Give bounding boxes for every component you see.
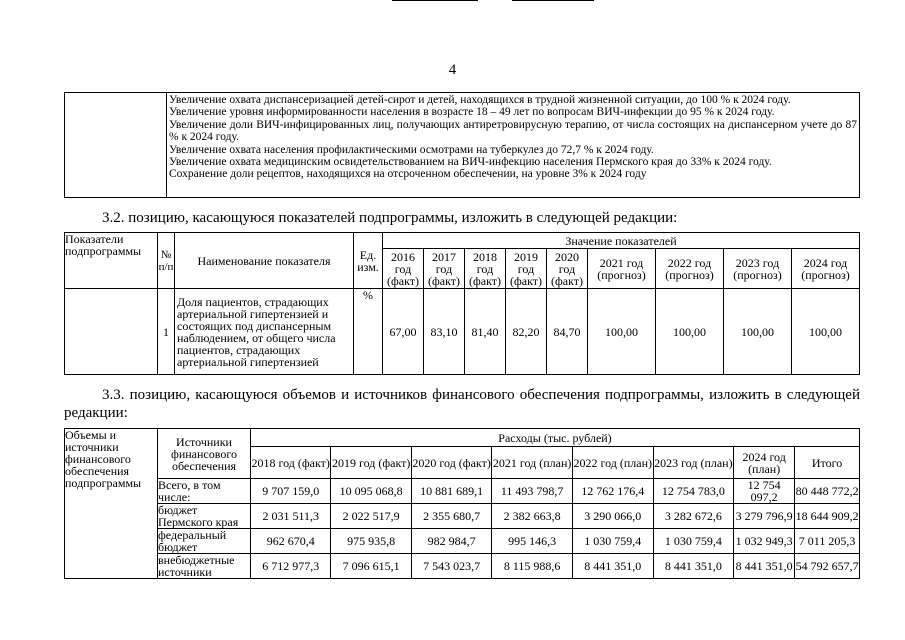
goals-left-cell: [65, 93, 167, 198]
finance-year-header: 2018 год (факт): [251, 447, 331, 479]
name-header-cell: Наименование показателя: [175, 233, 354, 289]
finance-value: 8 441 351,0: [734, 554, 795, 579]
indicator-value: 83,10: [424, 289, 465, 375]
expenses-header-cell: Расходы (тыс. рублей): [251, 429, 860, 447]
year-header-cell: 2024 год (прогноз): [792, 249, 860, 289]
finance-value: 3 282 672,6: [653, 504, 734, 529]
finance-value: 11 493 798,7: [492, 479, 573, 504]
finance-year-header: 2022 год (план): [572, 447, 653, 479]
finance-value: 18 644 909,2: [795, 504, 860, 529]
page-number: 4: [448, 62, 457, 78]
finance-value: 2 022 517,9: [331, 504, 411, 529]
section-3-2-heading: 3.2. позицию, касающуюся показателей подпрограммы, изложить в следующей редакции:: [102, 210, 678, 226]
finance-value: 9 707 159,0: [251, 479, 331, 504]
year-header-cell: 2020 год (факт): [547, 249, 588, 289]
section-3-3-heading: 3.3. позицию, касающуюся объемов и источников финансового обеспечения подпрограммы, изложить в следующей редакции:: [64, 387, 860, 421]
finance-value: 12 754 097,2: [734, 479, 795, 504]
finance-value: 1 030 759,4: [653, 529, 734, 554]
finance-value: 10 881 689,1: [411, 479, 491, 504]
finance-value: 10 095 068,8: [331, 479, 411, 504]
year-header-cell: 2019 год (факт): [506, 249, 547, 289]
finance-value: 3 290 066,0: [572, 504, 653, 529]
finance-year-header: 2024 год (план): [734, 447, 795, 479]
finance-year-header: 2021 год (план): [492, 447, 573, 479]
finance-value: 7 543 023,7: [411, 554, 491, 579]
finance-year-header: 2023 год (план): [653, 447, 734, 479]
row-number: 1: [158, 289, 175, 375]
indicator-name: Доля пациентов, страдающих артериальной гипертензией и состоящих под диспансерным наблюдением, от общего числа пациентов, страдающих артериальной гипертензией: [175, 289, 354, 375]
goal-item: Увеличение охвата населения профилактическими осмотрами на туберкулез до 72,7 % к 2024 году.: [169, 143, 654, 156]
indicator-value: 100,00: [792, 289, 860, 375]
goal-item: Сохранение доли рецептов, находящихся на отсроченном обеспечении, на уровне 3% к 2024 году: [169, 168, 647, 181]
indicator-value: 100,00: [656, 289, 724, 375]
finance-value: 8 441 351,0: [653, 554, 734, 579]
year-header-cell: 2018 год (факт): [465, 249, 506, 289]
indicators-empty-cell: [65, 289, 158, 375]
indicators-table: [64, 232, 860, 375]
indicators-header-cell: Показатели подпрограммы: [65, 233, 158, 289]
finance-value: 6 712 977,3: [251, 554, 331, 579]
values-header-cell: Значение показателей: [383, 233, 860, 249]
unit-header-cell: Ед. изм.: [354, 233, 383, 289]
indicator-value: 82,20: [506, 289, 547, 375]
finance-value: 8 115 988,6: [492, 554, 573, 579]
goal-item: Увеличение уровня информированности населения в возрасте 18 – 49 лет по вопросам ВИЧ-инфекции до 95 % к 2024 году.: [169, 106, 775, 119]
top-rule-right: [512, 0, 594, 1]
finance-value: 2 382 663,8: [492, 504, 573, 529]
finance-value: 80 448 772,2: [795, 479, 860, 504]
goal-item: Увеличение охвата медицинским освидетельствованием на ВИЧ-инфекцию населения Пермского края до 33% к 2024 году.: [169, 156, 772, 169]
finance-value: 8 441 351,0: [572, 554, 653, 579]
top-rule-left: [392, 0, 478, 1]
year-header-cell: 2021 год (прогноз): [588, 249, 656, 289]
finance-value: 2 355 680,7: [411, 504, 491, 529]
finance-year-header: 2019 год (факт): [331, 447, 411, 479]
finance-source-label: Всего, в том числе:: [158, 479, 251, 504]
indicator-value: 67,00: [383, 289, 424, 375]
year-header-cell: 2022 год (прогноз): [656, 249, 724, 289]
year-header-cell: 2017 год (факт): [424, 249, 465, 289]
indicator-value: 81,40: [465, 289, 506, 375]
goal-item: Увеличение охвата диспансеризацией детей-сирот и детей, находящихся в трудной жизненной ситуации, до 100 % к 2024 году.: [169, 94, 791, 106]
finance-value: 7 011 205,3: [795, 529, 860, 554]
indicator-value: 100,00: [724, 289, 792, 375]
finance-value: 975 935,8: [331, 529, 411, 554]
finance-value: 7 096 615,1: [331, 554, 411, 579]
finance-value: 3 279 796,9: [734, 504, 795, 529]
num-header-cell: № п/п: [158, 233, 175, 289]
finance-source-label: федеральный бюджет: [158, 529, 251, 554]
goals-table: [64, 92, 860, 198]
goal-item: Увеличение доли ВИЧ-инфицированных лиц, получающих антиретровирусную терапию, от числа состоящих на диспансерном учете до 87 % к 2024 году.: [169, 118, 857, 144]
finance-value: 962 670,4: [251, 529, 331, 554]
finance-value: 12 754 783,0: [653, 479, 734, 504]
year-header-cell: 2023 год (прогноз): [724, 249, 792, 289]
year-header-cell: 2016 год (факт): [383, 249, 424, 289]
finance-value: 12 762 176,4: [572, 479, 653, 504]
indicator-unit: %: [354, 289, 383, 375]
finance-value: 1 032 949,3: [734, 529, 795, 554]
finance-source-label: бюджет Пермского края: [158, 504, 251, 529]
finance-value: 982 984,7: [411, 529, 491, 554]
sources-header-cell: Источники финансового обеспечения: [158, 429, 251, 479]
finance-year-header: 2020 год (факт): [411, 447, 491, 479]
finance-table: [64, 428, 860, 579]
indicator-value: 100,00: [588, 289, 656, 375]
finance-value: 995 146,3: [492, 529, 573, 554]
finance-volumes-cell: Объемы и источники финансового обеспечения подпрограммы: [65, 429, 158, 579]
finance-value: 1 030 759,4: [572, 529, 653, 554]
finance-source-label: внебюджетные источники: [158, 554, 251, 579]
indicator-value: 84,70: [547, 289, 588, 375]
goals-list: [167, 93, 860, 198]
finance-year-header: Итого: [795, 447, 860, 479]
finance-value: 54 792 657,7: [795, 554, 860, 579]
finance-value: 2 031 511,3: [251, 504, 331, 529]
